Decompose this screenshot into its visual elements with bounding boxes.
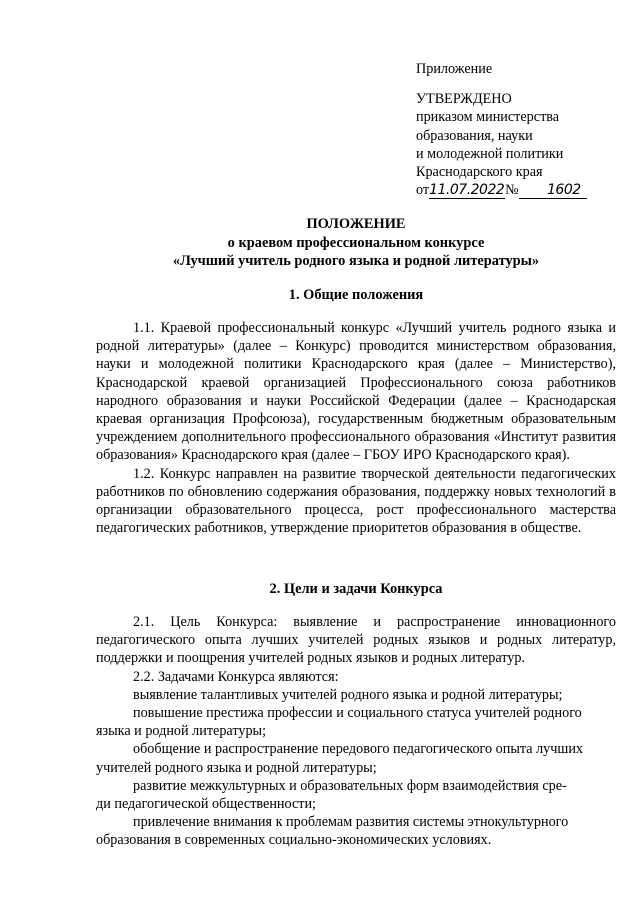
handwritten-number: 1602 <box>519 183 587 199</box>
list-item-continuation: языка и родной литературы; <box>96 723 267 740</box>
list-item-text: развитие межкультурных и образовательных форм взаимодействия сре- <box>133 777 567 794</box>
number-sign: № <box>505 182 519 199</box>
title-main: ПОЛОЖЕНИЕ <box>306 216 406 232</box>
list-item-text: выявление талантливых учителей родного языка и родной литературы; <box>133 686 563 703</box>
paragraph-2-1: 2.1. Цель Конкурса: выявление и распространение инновационного педагогического опыта лучших учителей родных языков и родных литератур, поддержки и поощрения учителей родных языков и родных литератур. <box>96 614 616 667</box>
approval-stamp <box>416 60 626 199</box>
list-item-continuation: образования в современных социально-экономических условиях. <box>96 832 492 849</box>
order-line: и молодежной политики <box>416 145 564 162</box>
order-line: образования, науки <box>416 127 533 144</box>
section-1-body <box>96 319 616 537</box>
handwritten-date: 11.07.2022 <box>429 182 505 199</box>
paragraph-2-2: 2.2. Задачами Конкурса являются: <box>133 668 339 685</box>
order-date-number <box>416 181 626 199</box>
list-item-continuation: ди педагогической общественности; <box>96 796 316 813</box>
paragraph-1-2: 1.2. Конкурс направлен на развитие творческой деятельности педагогических работников по обновлению содержания образования, поддержку новых технологий в организации образовательного процесса, рост профессионального мастерства педагогических работников, утверждение приоритетов образования в обществе. <box>96 465 616 537</box>
document-title <box>96 215 616 271</box>
list-item-text: обобщение и распространение передового педагогического опыта лучших <box>133 741 584 758</box>
from-prefix: от <box>416 182 430 199</box>
paragraph-1-1: 1.1. Краевой профессиональный конкурс «Лучший учитель родного языка и родной литературы» (далее – Конкурс) проводится министерством образования, науки и молодежной политики Краснодарского края (далее – Министерство), Краснодарской краевой организацией Профессионального союза работников народного образования и науки Российской Федерации (далее – Краснодарская краевая организация Профсоюза), государственным бюджетным образовательным учреждением дополнительного профессионального образования «Институт развития образования» Краснодарского края (далее – ГБОУ ИРО Краснодарского края). <box>96 320 616 464</box>
list-item <box>96 704 616 722</box>
section-heading: 1. Общие положения <box>288 287 424 303</box>
section-2-body <box>96 613 616 850</box>
order-line: приказом министерства <box>416 109 560 126</box>
list-item-text: привлечение внимания к проблемам развития системы этнокультурного <box>133 814 569 831</box>
appendix-label: Приложение <box>416 61 493 77</box>
list-item <box>96 813 616 831</box>
list-item <box>96 686 616 704</box>
title-contest-name: «Лучший учитель родного языка и родной литературы» <box>172 253 540 270</box>
list-item <box>96 740 616 758</box>
list-item <box>96 777 616 795</box>
section-heading: 2. Цели и задачи Конкурса <box>269 581 443 597</box>
approved-label: УТВЕРЖДЕНО <box>416 91 512 108</box>
task-list <box>96 686 616 850</box>
list-item-continuation: учителей родного языка и родной литературы; <box>96 759 377 776</box>
order-line: Краснодарского края <box>416 164 543 181</box>
title-subtitle: о краевом профессиональном конкурсе <box>227 234 485 251</box>
list-item-text: повышение престижа профессии и социального статуса учителей родного <box>133 705 582 722</box>
